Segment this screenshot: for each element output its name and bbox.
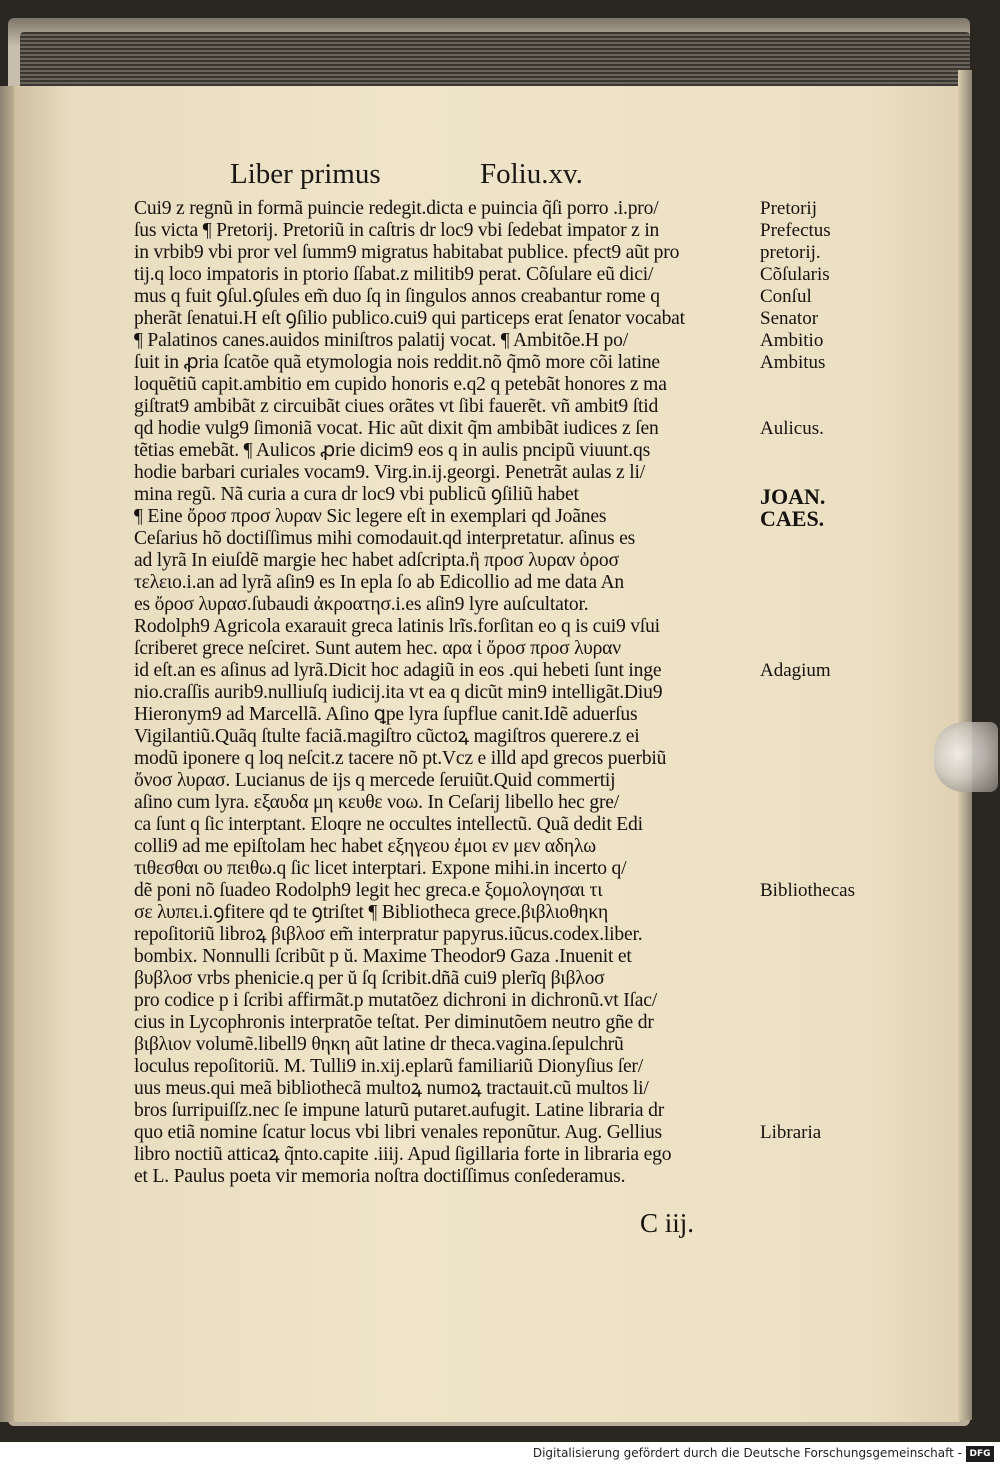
margin-note: Pretorij bbox=[760, 198, 817, 219]
text-line: ¶ Eine ὄροσ προσ λυραν Sic legere eſt in exemplari qd Joãnes bbox=[134, 506, 607, 527]
text-line: tij.q loco impatoris in ptorio ſſabat.z militib9 perat. Cõſulare eũ dici/ bbox=[134, 264, 654, 285]
text-line: ὄνοσ λυρασ. Lucianus de ĳs q mercede ſeruiũt.Quid commertij bbox=[134, 770, 616, 791]
text-line: loquẽtiũ capit.ambitio em cupido honoris e.q2 q petebãt honores z ma bbox=[134, 374, 667, 395]
text-line: libro noctiũ atticaꝝ q̃nto.capite .iiij. Apud ſigillaria forte in libraria ego bbox=[134, 1144, 672, 1165]
text-line: ¶ Palatinos canes.auidos miniſtros palatij vocat. ¶ Ambitõe.H po/ bbox=[134, 330, 628, 351]
text-line: ſcriberet grece neſciret. Sunt autem hec. αρα ἰ ὄροσ προσ λυραν bbox=[134, 638, 621, 659]
text-line: βιβλιον volumẽ.libell9 θηκη aũt latine dr theca.vagina.ſepulchrũ bbox=[134, 1034, 624, 1055]
margin-note: Bibliothecas bbox=[760, 880, 855, 901]
text-line: nio.craſſis aurib9.nulliuſq iudicij.ita vt ea q dicũt min9 intelligãt.Diu9 bbox=[134, 682, 663, 703]
text-line: pherãt ſenatui.H eſt ꝯſilio publico.cui9 qui particeps erat ſenator vocabat bbox=[134, 308, 685, 329]
text-line: aſino cum lyra. εξαυδα μη κευθε νοω. In Ceſarij libello hec gre/ bbox=[134, 792, 620, 813]
text-line: loculus repoſitoriũ. M. Tulli9 in.xij.eplarũ familiariũ Dionyſius ſer/ bbox=[134, 1056, 644, 1077]
margin-note: Senator bbox=[760, 308, 819, 329]
text-line: Vigilantiũ.Quãq ſtulte faciã.magiſtro cũctoꝝ magiſtros querere.z ei bbox=[134, 726, 640, 747]
text-line: cius in Lycophronis interpratõe teſtat. Per diminutõem neutro gñe dr bbox=[134, 1012, 654, 1033]
text-line: es ὄροσ λυρασ.ſubaudi ἀκροατησ.i.es aſin9 lyre auſcultator. bbox=[134, 594, 589, 615]
text-line: pro codice p i ſcribi affirmãt.p mutatõez dichroni in dichronũ.vt Iſac/ bbox=[134, 990, 658, 1011]
margin-note: Libraria bbox=[760, 1122, 822, 1143]
text-line: colli9 ad me epiſtolam hec habet εξηγεου ἐμοι εν μεν αδηλω bbox=[134, 836, 596, 857]
margin-note: JOAN. bbox=[760, 484, 826, 509]
page-stack bbox=[20, 32, 970, 92]
header-title: Liber primus bbox=[230, 158, 381, 190]
margin-note: pretorij. bbox=[760, 242, 821, 263]
text-line: et L. Paulus poeta vir memoria noſtra doctiſſimus conſederamus. bbox=[134, 1166, 626, 1187]
text-line: ſuit in ꝓria ſcatõe quã etymologia nois reddit.nõ q̃mõ more cõi latine bbox=[134, 352, 660, 373]
footer-bar bbox=[0, 1442, 1000, 1466]
main-text-block bbox=[134, 198, 764, 1188]
text-line: ſus victa ¶ Pretorij. Pretoriũ in caſtris dr loc9 vbi ſedebat impator z in bbox=[134, 220, 660, 241]
margin-note: Adagium bbox=[760, 660, 831, 681]
text-line: Rodolph9 Agricola exarauit greca latinis lrĩs.forſitan eo q is cui9 vſui bbox=[134, 616, 660, 637]
text-line: repoſitoriũ libroꝝ βιβλοσ em̃ interpratur papyrus.iũcus.codex.liber. bbox=[134, 924, 643, 945]
margin-note: Aulicus. bbox=[760, 418, 824, 439]
text-line: Ceſarius hõ doctiſſimus mihi comodauit.qd interpretatur. aſinus es bbox=[134, 528, 636, 549]
text-line: ad lyrã In eiuſdẽ margie hec habet adſcripta.ἢ προσ λυραν ὀροσ bbox=[134, 550, 619, 571]
text-line: id eſt.an es aſinus ad lyrã.Dicit hoc adagiũ in eos .qui hebeti ſunt inge bbox=[134, 660, 662, 681]
library-stamp bbox=[640, 26, 820, 48]
text-line: bombix. Nonnulli ſcribũt p ŭ. Maxime Theodor9 Gaza .Inuenit et bbox=[134, 946, 632, 967]
text-line: mina regũ. Nã curia a cura dr loc9 vbi publicũ ꝯſiliũ habet bbox=[134, 484, 579, 505]
text-line: bros ſurripuiſſz.nec ſe impune laturũ putaret.aufugit. Latine libraria dr bbox=[134, 1100, 665, 1121]
folio-number: Foliu.xv. bbox=[480, 158, 583, 190]
footer-text: Digitalisierung gefördert durch die Deutsche Forschungsgemeinschaft - bbox=[532, 1446, 962, 1460]
text-line: in vrbib9 vbi pror vel ſumm9 migratus habitabat publice. pfect9 aũt pro bbox=[134, 242, 680, 263]
text-line: mus q fuit ꝯſul.ꝯſules em̃ duo ſq in ſingulos annos creabantur rome q bbox=[134, 286, 660, 307]
text-line: τελειο.i.an ad lyrã aſin9 es In epla ſo ab Edicollio ad me data An bbox=[134, 572, 625, 593]
text-line: giſtrat9 ambibãt z circuibãt ciues orãtes vt ſibi fauerẽt. vñ ambit9 ſtid bbox=[134, 396, 659, 417]
text-line: quo etiã nomine ſcatur locus vbi libri venales reponũtur. Aug. Gellius bbox=[134, 1122, 662, 1143]
margin-note: Ambitus bbox=[760, 352, 826, 373]
clip-holder bbox=[934, 722, 998, 792]
text-line: βυβλοσ vrbs phenicie.q per ŭ ſq ſcribit.dñã cui9 plerĩq βιβλοσ bbox=[134, 968, 605, 989]
text-line: tẽtias emebãt. ¶ Aulicos ꝓrie dicim9 eos q in aulis pncipũ viuunt.qs bbox=[134, 440, 650, 461]
text-line: σε λυπει.i.ꝯfitere qd te ꝯtriſtet ¶ Bibliotheca grece.βιβλιοθηκη bbox=[134, 902, 609, 923]
margin-note: Conſul bbox=[760, 286, 812, 307]
text-line: qd hodie vulg9 ſimoniã vocat. Hic aũt dixit q̃m ambibãt iudices z ſen bbox=[134, 418, 659, 439]
text-line: Cui9 z regnũ in formã puincie redegit.dicta e puincia q̃ſi porro .i.pro/ bbox=[134, 198, 659, 219]
text-line: dẽ poni nõ ſuadeo Rodolph9 legit hec greca.e ξομολογησαι τι bbox=[134, 880, 603, 901]
text-line: Hieronym9 ad Marcellã. Aſino ꝗpe lyra ſupflue canit.Idẽ aduerſus bbox=[134, 704, 638, 725]
dfg-logo: DFG bbox=[966, 1446, 994, 1462]
signature-mark: C iij. bbox=[640, 1208, 695, 1238]
running-header bbox=[230, 158, 630, 198]
text-line: τιθεσθαι ου πειθω.q ſic licet interptari. Expone mihi.in incerto q/ bbox=[134, 858, 627, 879]
margin-note: CAES. bbox=[760, 506, 825, 531]
margin-note: Prefectus bbox=[760, 220, 831, 241]
text-line: uus meus.qui meã bibliothecã multoꝝ numoꝝ tractauit.cũ multos li/ bbox=[134, 1078, 649, 1099]
margin-note: Ambitio bbox=[760, 330, 824, 351]
text-line: hodie barbari curiales vocam9. Virg.in.ij.georgi. Penetrãt aulas z li/ bbox=[134, 462, 645, 483]
text-line: modũ iponere q loq neſcit.z tacere nõ pt.Vcz e illd apd grecos puerbiũ bbox=[134, 748, 667, 769]
margin-note: Cõſularis bbox=[760, 264, 830, 285]
text-line: ca ſunt q ſic interptant. Eloqre ne occultes intellectũ. Quã dedit Edi bbox=[134, 814, 643, 835]
